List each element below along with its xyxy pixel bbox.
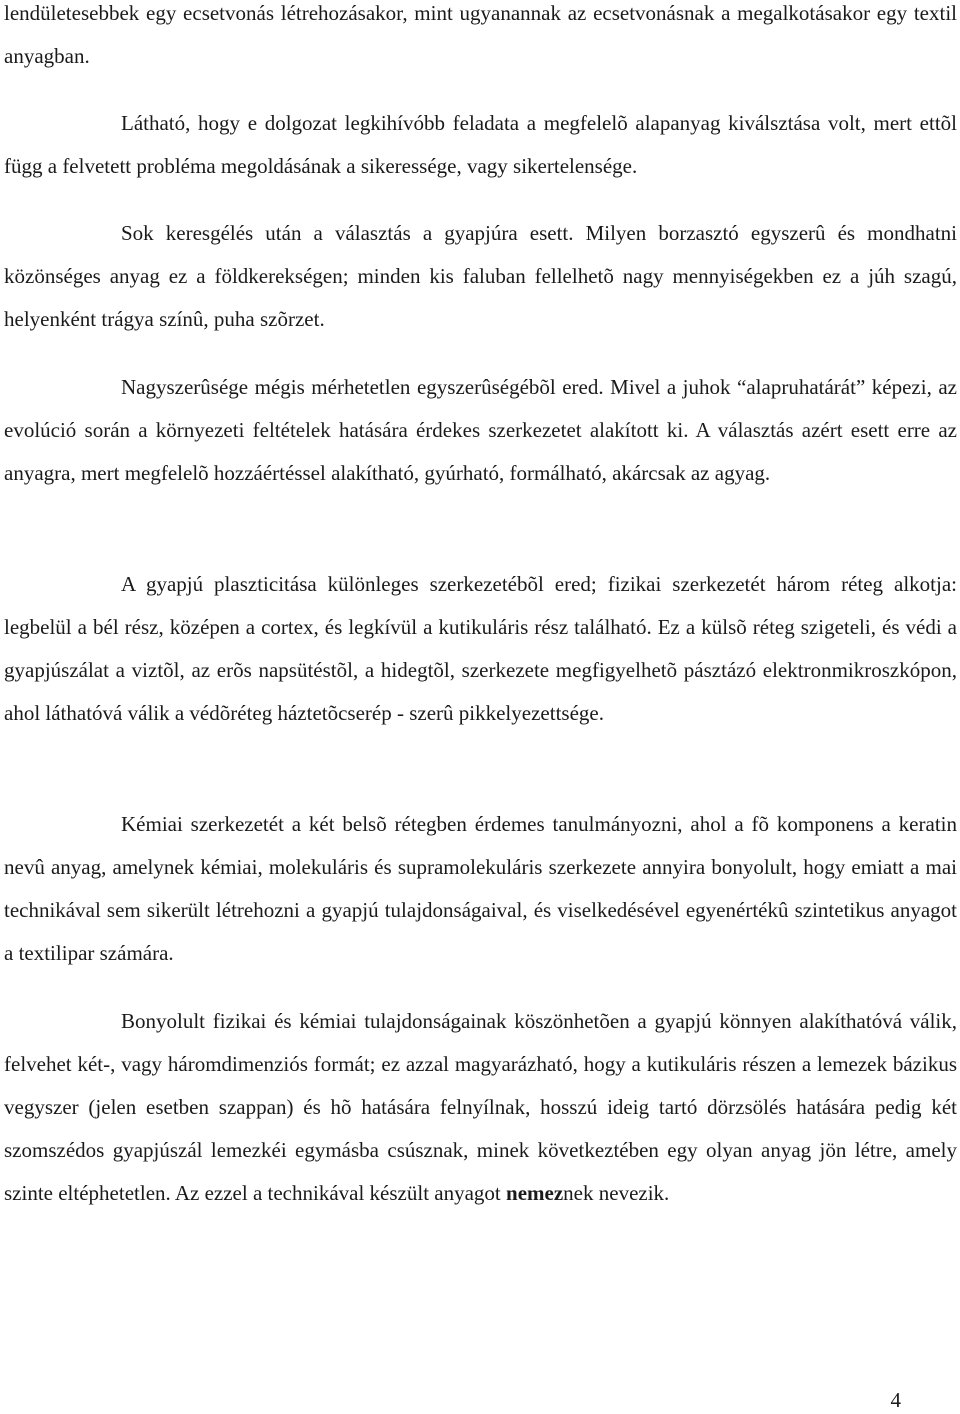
paragraph-7	[4, 1000, 957, 1215]
paragraph-7-text-after: nek nevezik.	[563, 1181, 670, 1205]
paragraph-1: lendületesebbek egy ecsetvonás létrehozásakor, mint ugyanannak az ecsetvonásnak a megalkotásakor egy textil anyagban.	[4, 1, 957, 68]
bold-term-nemez: nemez	[506, 1181, 564, 1205]
document-page	[4, 0, 957, 1414]
paragraph-2: Látható, hogy e dolgozat legkihívóbb feladata a megfelelõ alapanyag kiválsztása volt, mert ettõl függ a felvetett probléma megoldásának a sikeressége, vagy sikertelensége.	[4, 111, 957, 178]
paragraph-3: Sok keresgélés után a választás a gyapjúra esett. Milyen borzasztó egyszerû és mondhatni közönséges anyag ez a földkerekségen; minden kis faluban fellelhetõ nagy mennyiségekben ez a júh szagú, helyenként trágya színû, puha szõrzet.	[4, 221, 957, 331]
paragraph-4: Nagyszerûsége mégis mérhetetlen egyszerûségébõl ered. Mivel a juhok “alapruhatárát” képezi, az evolúció során a környezeti feltételek hatására érdekes szerkezetet alakított ki. A választás azért esett erre az anyagra, mert megfelelõ hozzáértéssel alakítható, gyúrható, formálható, akárcsak az agyag.	[4, 375, 957, 485]
paragraph-7-text-before: Bonyolult fizikai és kémiai tulajdonságainak köszönhetõen a gyapjú könnyen alakíthatóvá válik, felvehet két-, vagy háromdimenziós formát; ez azzal magyarázható, hogy a kutikuláris részen a lemezek bázikus vegyszer (jelen esetben szappan) és hõ hatására felnyílnak, hosszú ideig tartó dörzsölés hatására pedig két szomszédos gyapjúszál lemezkéi egymásba csúsznak, minek következtében egy olyan anyag jön létre, amely szinte eltéphetetlen. Az ezzel a technikával készült anyagot	[4, 1009, 957, 1205]
paragraph-6: Kémiai szerkezetét a két belsõ rétegben érdemes tanulmányozni, ahol a fõ komponens a keratin nevû anyag, amelynek kémiai, molekuláris és supramolekuláris szerkezete annyira bonyolult, hogy emiatt a mai technikával sem sikerült létrehozni a gyapjú tulajdonságaival, és viselkedésével egyenértékû szintetikus anyagot a textilipar számára.	[4, 812, 957, 965]
paragraph-5: A gyapjú plaszticitása különleges szerkezetébõl ered; fizikai szerkezetét három réteg alkotja: legbelül a bél rész, középen a cortex, és legkívül a kutikuláris rész található. Ez a külsõ réteg szigeteli, és védi a gyapjúszálat a viztõl, az erõs napsütéstõl, a hidegtõl, szerkezete megfigyelhetõ pásztázó elektronmikroszkópon, ahol láthatóvá válik a védõréteg háztetõcserép - szerû pikkelyezettsége.	[4, 572, 957, 725]
page-number: 4	[890, 1388, 901, 1412]
